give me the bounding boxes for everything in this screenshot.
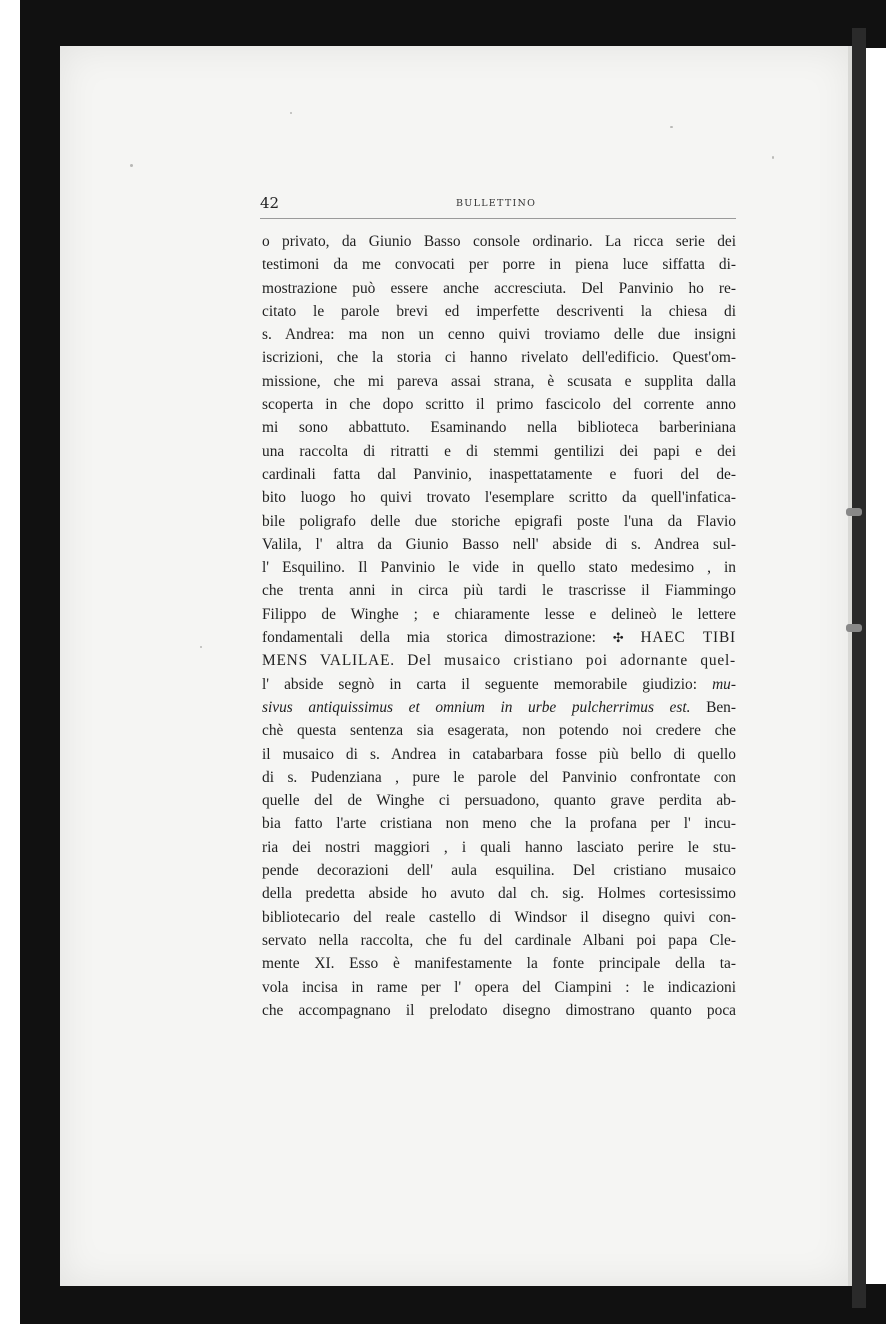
text-line xyxy=(262,626,736,649)
text-line: scoperta in che dopo scritto il primo fascicolo del corrente anno xyxy=(262,396,736,414)
scan-border-top xyxy=(20,0,886,48)
text-fragment: Ben- xyxy=(706,698,736,716)
text-line: quelle del de Winghe ci persuadono, quanto grave perdita ab- xyxy=(262,792,736,810)
text-line: mi sono abbattuto. Esaminando nella biblioteca barberiniana xyxy=(262,419,736,437)
text-line: iscrizioni, che la storia ci hanno rivelato dell'edificio. Quest'om- xyxy=(262,349,736,367)
body-text xyxy=(262,230,736,1022)
text-line: s. Andrea: ma non un cenno quivi troviamo delle due insigni xyxy=(262,326,736,344)
text-line: mente XI. Esso è manifestamente la fonte principale della ta- xyxy=(262,955,736,973)
text-line: bile poligrafo delle due storiche epigrafi poste l'una da Flavio xyxy=(262,512,736,530)
text-line xyxy=(262,673,736,696)
text-line: di s. Pudenziana , pure le parole del Panvinio confrontate con xyxy=(262,768,736,786)
scan-border-bottom xyxy=(20,1284,886,1324)
text-line: bito luogo ho quivi trovato l'esemplare scritto da quell'infatica- xyxy=(262,489,736,507)
text-fragment: fondamentali della mia storica dimostrazione: xyxy=(262,629,596,647)
text-line: MENS VALILAE. Del musaico cristiano poi adornante quel- xyxy=(262,652,736,670)
text-line: o privato, da Giunio Basso console ordinario. La ricca serie dei xyxy=(262,233,736,250)
paper-speck xyxy=(772,156,774,159)
text-line: che trenta anni in circa più tardi le trascrisse il Fiammingo xyxy=(262,582,736,600)
paper-speck xyxy=(200,646,202,648)
latin-quote: sivus antiquissimus et omnium in urbe pulcherrimus est. xyxy=(262,698,691,716)
text-line: mostrazione può essere anche accresciuta. Del Panvinio ho re- xyxy=(262,279,736,297)
text-line xyxy=(262,696,736,719)
text-line: ria dei nostri maggiori , i quali hanno lasciato perire le stu- xyxy=(262,838,736,856)
text-line: citato le parole brevi ed imperfette descriventi la chiesa di xyxy=(262,302,736,320)
page-number: 42 xyxy=(260,194,280,212)
text-line: pende decorazioni dell' aula esquilina. Del cristiano musaico xyxy=(262,862,736,880)
text-line: servato nella raccolta, che fu del cardinale Albani poi papa Cle- xyxy=(262,931,736,949)
cross-icon: ✣ xyxy=(612,631,624,647)
text-line: che accompagnano il prelodato disegno dimostrano quanto poca xyxy=(262,1001,736,1019)
paper-speck xyxy=(670,126,673,128)
inscription-text: HAEC TIBI xyxy=(640,629,736,647)
margin-mark xyxy=(846,624,862,632)
scan-border-left xyxy=(20,0,62,1324)
running-title: BULLETTINO xyxy=(456,198,537,209)
text-line: Filippo de Winghe ; e chiaramente lesse e delineò le lettere xyxy=(262,605,736,623)
scan-border-right xyxy=(852,28,866,1308)
text-line: bibliotecario del reale castello di Windsor il disegno quivi con- xyxy=(262,908,736,926)
paper-speck xyxy=(130,164,133,167)
text-line: missione, che mi pareva assai strana, è scusata e supplita dalla xyxy=(262,372,736,390)
text-line: della predetta abside ho avuto dal ch. sig. Holmes cortesissimo xyxy=(262,885,736,903)
latin-quote: mu- xyxy=(712,675,736,693)
running-header xyxy=(260,194,736,219)
text-line: Valila, l' altra da Giunio Basso nell' abside di s. Andrea sul- xyxy=(262,535,736,553)
paper-speck xyxy=(290,112,292,114)
text-line: il musaico di s. Andrea in catabarbara fosse più bello di quello xyxy=(262,745,736,763)
text-line: testimoni da me convocati per porre in piena luce siffatta di- xyxy=(262,256,736,274)
text-line: chè questa sentenza sia esagerata, non potendo noi credere che xyxy=(262,722,736,740)
text-line: bia fatto l'arte cristiana non meno che la profana per l' incu- xyxy=(262,815,736,833)
text-line: vola incisa in rame per l' opera del Ciampini : le indicazioni xyxy=(262,978,736,996)
text-fragment: l' abside segnò in carta il seguente memorabile giudizio: xyxy=(262,675,698,693)
text-line: l' Esquilino. Il Panvinio le vide in quello stato medesimo , in xyxy=(262,559,736,577)
text-line: una raccolta di ritratti e di stemmi gentilizi dei papi e dei xyxy=(262,442,736,460)
margin-mark xyxy=(846,508,862,516)
text-line: cardinali fatta dal Panvinio, inaspettatamente e fuori del de- xyxy=(262,465,736,483)
